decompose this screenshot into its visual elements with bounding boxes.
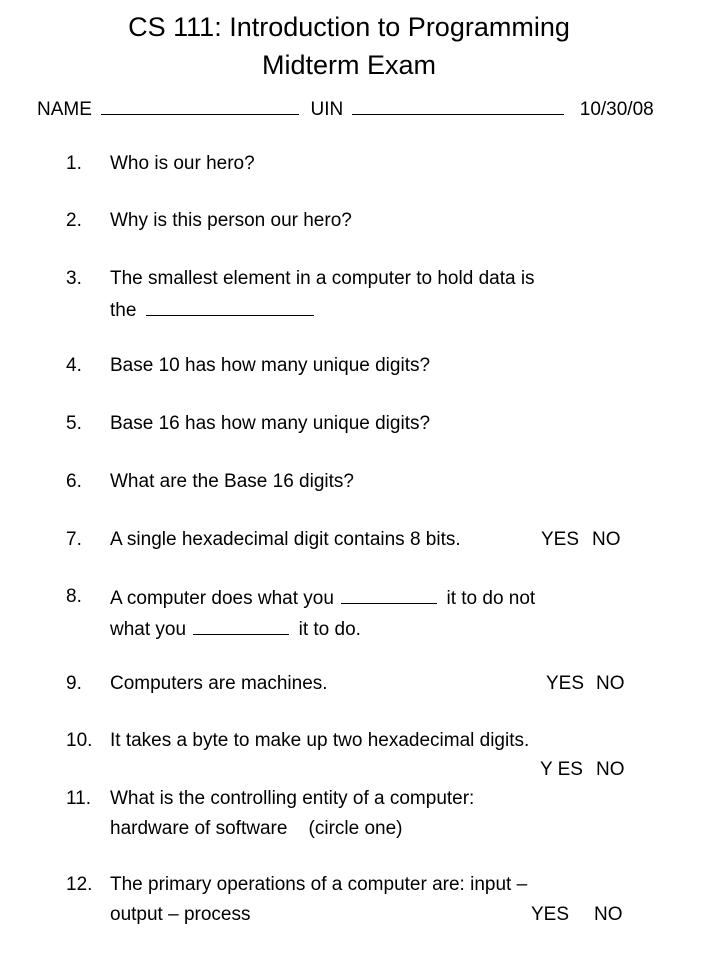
no-option[interactable]: NO [594,904,623,925]
question-number: 12. [66,874,93,895]
yes-option[interactable]: Y ES [540,759,583,780]
question-text: The smallest element in a computer to hold data is [110,268,535,289]
question-text: The primary operations of a computer are: input – [110,874,528,895]
question-text: A computer does what you [110,588,334,609]
name-label: NAME [37,99,92,120]
no-option[interactable]: NO [596,673,625,694]
question-text: hardware of software (circle one) [110,818,403,839]
question-text: it to do not [446,588,536,609]
question-number: 7. [66,529,82,550]
question-text: Who is our hero? [110,153,255,174]
question-text: Computers are machines. [110,673,328,694]
question-text: output – process [110,904,251,925]
question-number: 1. [66,153,82,174]
question-number: 10. [66,730,93,751]
question-text: A single hexadecimal digit contains 8 bits. [110,529,461,550]
name-uin-line [37,96,687,122]
uin-label: UIN [310,99,344,120]
question-number: 2. [66,210,82,231]
yes-option[interactable]: YES [546,673,585,694]
question-text: it to do. [298,619,361,640]
question-number: 11. [66,788,92,809]
answer-blank[interactable] [341,585,437,604]
answer-blank[interactable] [193,616,289,635]
question-text: Base 10 has how many unique digits? [110,355,431,376]
question-number: 6. [66,471,82,492]
question-text: It takes a byte to make up two hexadecimal digits. [110,730,530,751]
question-number: 3. [66,268,82,289]
question-number: 5. [66,413,82,434]
question-text: what you [110,619,187,640]
question-text: Why is this person our hero? [110,210,352,231]
exam-subtitle: Midterm Exam [261,50,437,80]
answer-blank[interactable] [146,297,314,316]
yes-option[interactable]: YES [541,529,580,550]
question-number: 4. [66,355,82,376]
no-option[interactable]: NO [592,529,621,550]
exam-title: CS 111: Introduction to Programming [128,12,570,42]
question-number: 8. [66,586,82,607]
yes-option[interactable]: YES [531,904,570,925]
name-blank[interactable] [101,96,299,115]
exam-date: 10/30/08 [579,99,654,120]
question-text: What are the Base 16 digits? [110,471,354,492]
question-text: Base 16 has how many unique digits? [110,413,431,434]
question-text: the [110,300,137,321]
question-number: 9. [66,673,82,694]
question-text: What is the controlling entity of a computer: [110,788,475,809]
uin-blank[interactable] [352,96,564,115]
no-option[interactable]: NO [596,759,625,780]
